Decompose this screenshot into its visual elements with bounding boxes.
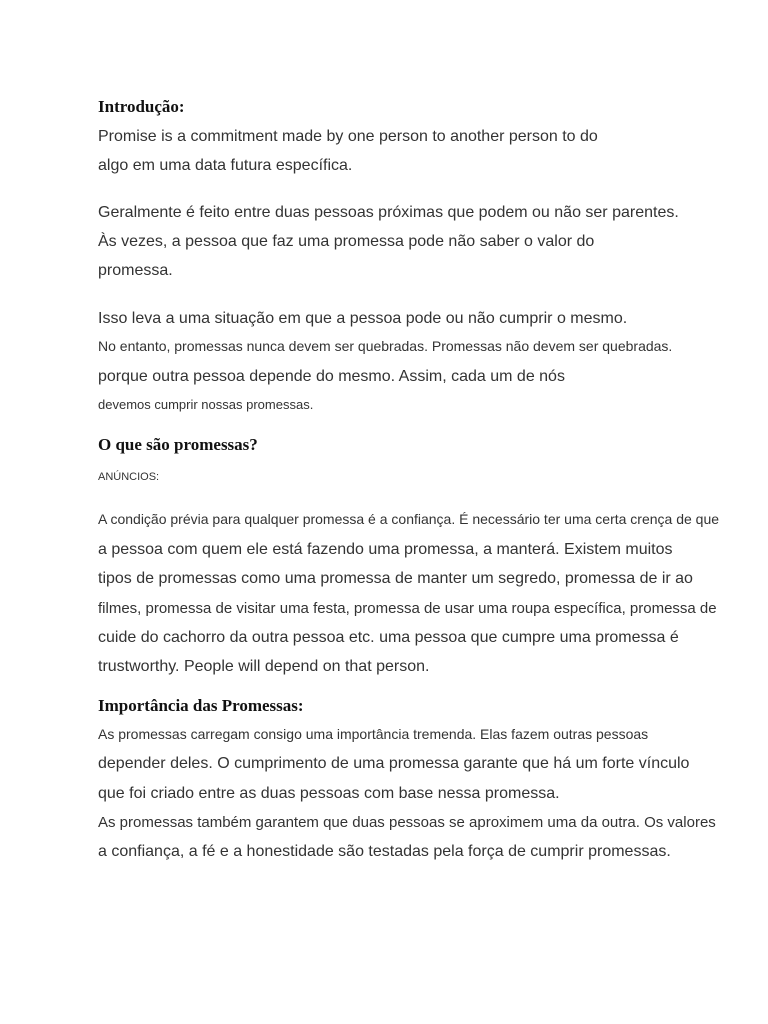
paragraph-line: a confiança, a fé e a honestidade são testadas pela força de cumprir promessas. — [98, 843, 671, 860]
paragraph-line: As promessas carregam consigo uma importância tremenda. Elas fazem outras pessoas — [98, 726, 649, 742]
paragraph-line: tipos de promessas como uma promessa de manter um segredo, promessa de ir ao — [98, 570, 693, 587]
paragraph-line: No entanto, promessas nunca devem ser quebradas. Promessas não devem ser quebradas. — [98, 338, 673, 354]
paragraph-line: Promise is a commitment made by one person to another person to do — [98, 128, 598, 145]
paragraph-line: depender deles. O cumprimento de uma promessa garante que há um forte vínculo — [98, 755, 690, 772]
paragraph-line: que foi criado entre as duas pessoas com base nessa promessa. — [98, 785, 560, 802]
paragraph-line: a pessoa com quem ele está fazendo uma promessa, a manterá. Existem muitos — [98, 541, 673, 558]
paragraph-line: promessa. — [98, 262, 173, 279]
section-heading-importancia: Importância das Promessas: — [98, 696, 304, 715]
paragraph-line: filmes, promessa de visitar uma festa, promessa de usar uma roupa específica, promessa de — [98, 600, 717, 617]
paragraph-line: Às vezes, a pessoa que faz uma promessa pode não saber o valor do — [98, 233, 595, 250]
section-heading-o-que-sao-promessas: O que são promessas? — [98, 435, 258, 454]
section-heading-introducao: Introdução: — [98, 97, 185, 116]
paragraph-line: cuide do cachorro da outra pessoa etc. uma pessoa que cumpre uma promessa é — [98, 629, 679, 646]
paragraph-line: devemos cumprir nossas promessas. — [98, 397, 314, 412]
ads-label: ANÚNCIOS: — [98, 471, 160, 483]
paragraph-line: trustworthy. People will depend on that person. — [98, 658, 430, 675]
paragraph-line: Isso leva a uma situação em que a pessoa pode ou não cumprir o mesmo. — [98, 310, 628, 327]
paragraph-line: porque outra pessoa depende do mesmo. Assim, cada um de nós — [98, 368, 565, 385]
paragraph-line: As promessas também garantem que duas pessoas se aproximem uma da outra. Os valores — [98, 814, 716, 831]
paragraph-line: A condição prévia para qualquer promessa é a confiança. É necessário ter uma certa crença de que — [98, 511, 720, 527]
paragraph-line: algo em uma data futura específica. — [98, 157, 353, 174]
paragraph-line: Geralmente é feito entre duas pessoas próximas que podem ou não ser parentes. — [98, 204, 679, 221]
